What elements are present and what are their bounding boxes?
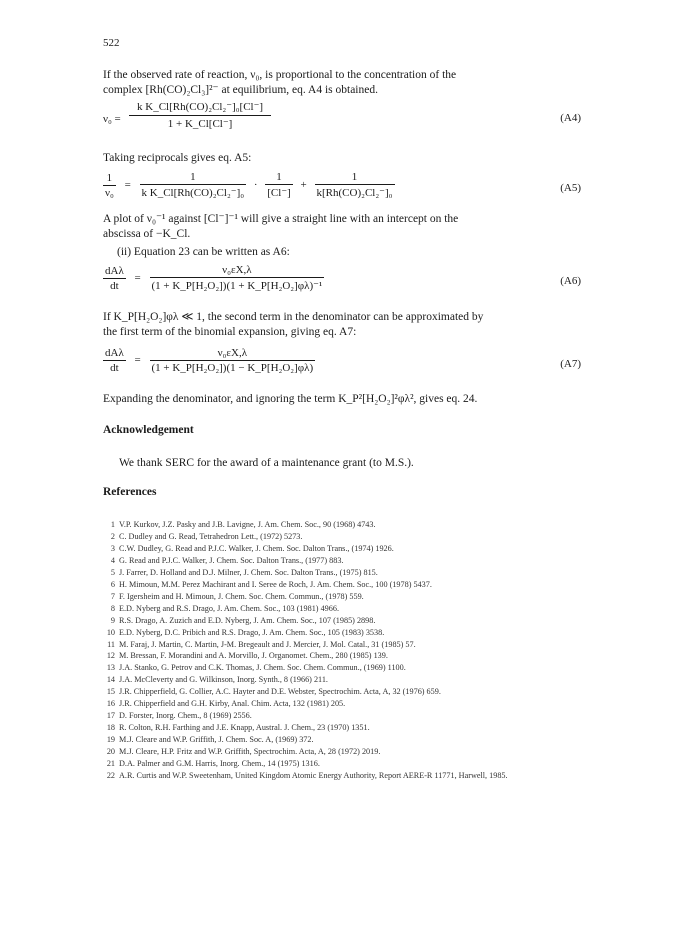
- fraction-numerator: ν₀εX,λ: [150, 264, 325, 278]
- reference-number: 14: [106, 675, 115, 685]
- fraction-denominator: 1 + K_Cl[Cl⁻]: [167, 118, 233, 130]
- fraction-denominator: (1 + K_P[H₂O₂])(1 − K_P[H₂O₂]φλ): [151, 362, 314, 374]
- acknowledgement-heading: Acknowledgement: [103, 424, 194, 436]
- reference-item: [103, 615, 583, 627]
- reference-text: D. Forster, Inorg. Chem., 8 (1969) 2556.: [119, 711, 252, 721]
- equation-operator: ·: [253, 178, 258, 191]
- reference-text: M. Bressan, F. Morandini and A. Morvillo, J. Organomet. Chem., 280 (1985) 139.: [119, 651, 388, 661]
- equation-fraction: [103, 265, 126, 292]
- reference-number: 9: [110, 615, 115, 625]
- reference-item: [103, 543, 583, 555]
- paragraph-reciprocals: [103, 151, 581, 166]
- fraction-numerator: ν₀εX,λ: [150, 347, 316, 361]
- reference-item: [103, 627, 583, 639]
- reference-text: J.A. Stanko, G. Petrov and C.K. Thomas, J. Chem. Soc. Chem. Commun., (1969) 1100.: [119, 663, 406, 673]
- reference-text: R. Colton, R.H. Farthing and J.E. Knapp, Austral. J. Chem., 23 (1970) 1351.: [119, 723, 370, 733]
- fraction-denominator: (1 + K_P[H₂O₂])(1 + K_P[H₂O₂]φλ)⁻¹: [151, 280, 323, 292]
- reference-item: [103, 770, 583, 782]
- references-heading: References: [103, 486, 157, 498]
- equation-number: (A4): [560, 112, 581, 124]
- reference-number: 1: [110, 520, 115, 529]
- reference-text: E.D. Nyberg, D.C. Pribich and R.S. Drago, J. Am. Chem. Soc., 105 (1983) 3538.: [119, 627, 385, 637]
- reference-item: [103, 650, 583, 662]
- paragraph-line: If K_P[H₂O₂]φλ ≪ 1, the second term in the denominator can be approximated by: [103, 311, 484, 323]
- references-list: [103, 519, 583, 782]
- fraction-numerator: 1: [103, 172, 116, 186]
- reference-text: J.R. Chipperfield, G. Collier, A.C. Hayter and D.E. Webster, Spectrochim. Acta, A, 32 (1976) 659.: [119, 687, 441, 697]
- reference-number: 16: [106, 699, 115, 709]
- paragraph-line: A plot of ν₀⁻¹ against [Cl⁻]⁻¹ will give a straight line with an intercept on the: [103, 213, 459, 225]
- reference-item: [103, 639, 583, 651]
- reference-text: F. Igersheim and H. Mimoun, J. Chem. Soc. Chem. Commun., (1978) 559.: [119, 591, 364, 601]
- fraction-denominator: [Cl⁻]: [267, 187, 291, 199]
- equation-number: (A5): [560, 182, 581, 194]
- reference-item: [103, 686, 583, 698]
- equation-fraction: [103, 347, 126, 374]
- reference-item: [103, 591, 583, 603]
- equation-lhs: ν₀ =: [103, 113, 121, 125]
- fraction-numerator: 1: [140, 171, 247, 185]
- equation-a5: $\frac{1}{\text{ν₀}}$ = $\frac{1}{\text{k K\_Cl[Rh(CO)₂Cl₂⁻]₀}}$ · $\frac{1}{[Cl^-]}$ + $\frac{1}{\text{k[Rh(CO)₂Cl₂⁻]₀}}$ (A5): [105, 171, 581, 199]
- equation-a7: $\frac{\text{dAλ}}{dt}$ = $\frac{\text{ν₀εX,λ}}{\text{(1 + K\_P[H₂O₂])(1 − K\_P[H₂O₂]φλ)}}$ (A7): [105, 347, 581, 374]
- reference-item: [103, 567, 583, 579]
- paragraph-line: the first term of the binomial expansion, giving eq. A7:: [103, 326, 357, 338]
- reference-text: C.W. Dudley, G. Read and P.J.C. Walker, J. Chem. Soc. Dalton Trans., (1974) 1926.: [119, 543, 394, 553]
- reference-text: A.R. Curtis and W.P. Sweetenham, United Kingdom Atomic Energy Authority, Report AERE-R 11771, Harwell, 1985.: [119, 771, 508, 781]
- reference-text: E.D. Nyberg and R.S. Drago, J. Am. Chem. Soc., 103 (1981) 4966.: [119, 603, 339, 613]
- equation-fraction: [150, 264, 325, 292]
- reference-item: [103, 722, 583, 734]
- reference-number: 11: [107, 639, 115, 649]
- equation-fraction: [140, 171, 247, 199]
- reference-text: G. Read and P.J.C. Walker, J. Chem. Soc. Dalton Trans., (1977) 883.: [119, 555, 344, 565]
- reference-text: R.S. Drago, A. Zuzich and E.D. Nyberg, J. Am. Chem. Soc., 107 (1985) 2898.: [119, 615, 376, 625]
- reference-number: 10: [106, 627, 115, 637]
- reference-item: [103, 674, 583, 686]
- reference-text: M. Faraj, J. Martin, C. Martin, J-M. Bregeault and J. Mercier, J. Mol. Catal., 31 (1985) 57.: [119, 639, 416, 649]
- equation-number: (A6): [560, 275, 581, 287]
- paragraph-intro: [103, 68, 581, 98]
- reference-item: [103, 710, 583, 722]
- reference-item: [103, 555, 583, 567]
- reference-text: D.A. Palmer and G.M. Harris, Inorg. Chem., 14 (1975) 1316.: [119, 759, 320, 769]
- reference-item: [103, 519, 583, 531]
- equation-a4: [103, 100, 581, 142]
- paragraph-line: abscissa of −K_Cl.: [103, 228, 191, 240]
- fraction-denominator: dt: [110, 279, 119, 292]
- equation-fraction: [150, 347, 316, 374]
- reference-text: V.P. Kurkov, J.Z. Pasky and J.B. Lavigne, J. Am. Chem. Soc., 90 (1968) 4743.: [119, 520, 376, 529]
- reference-number: 20: [106, 747, 115, 757]
- reference-text: J. Farrer, D. Holland and D.J. Milner, J. Chem. Soc. Dalton Trans., (1975) 815.: [119, 567, 378, 577]
- reference-number: 15: [106, 687, 115, 697]
- paragraph-expansion: [103, 392, 581, 407]
- reference-number: 8: [110, 603, 115, 613]
- reference-text: H. Mimoun, M.M. Perez Machirant and I. Seree de Roch, J. Am. Chem. Soc., 100 (1978) 5437.: [119, 579, 432, 589]
- reference-number: 7: [110, 591, 115, 601]
- fraction-numerator: 1: [315, 171, 395, 185]
- reference-number: 17: [106, 711, 115, 721]
- reference-number: 22: [106, 771, 115, 781]
- reference-number: 12: [106, 651, 115, 661]
- paragraph-line: If the observed rate of reaction, ν₀, is proportional to the concentration of the: [103, 69, 457, 81]
- reference-number: 19: [106, 735, 115, 745]
- paragraph-line: Expanding the denominator, and ignoring the term K_P²[H₂O₂]²φλ², gives eq. 24.: [103, 393, 478, 405]
- reference-number: 21: [106, 759, 115, 769]
- acknowledgement-text: [103, 456, 581, 471]
- reference-item: [103, 662, 583, 674]
- equation-fraction: [315, 171, 395, 199]
- fraction-denominator: k K_Cl[Rh(CO)₂Cl₂⁻]₀: [141, 187, 245, 199]
- equation-number: (A7): [560, 358, 581, 370]
- reference-text: J.R. Chipperfield and G.H. Kirby, Anal. Chim. Acta, 132 (1981) 205.: [119, 699, 346, 709]
- reference-text: M.J. Cleare, H.P. Fritz and W.P. Griffith, Spectrochim. Acta, A, 28 (1972) 2019.: [119, 747, 381, 757]
- reference-item: [103, 603, 583, 615]
- fraction-numerator: dAλ: [105, 347, 124, 359]
- reference-number: 3: [110, 543, 115, 553]
- reference-number: 4: [110, 555, 115, 565]
- reference-number: 2: [110, 531, 115, 541]
- equation-operator: +: [300, 178, 307, 191]
- reference-text: J.A. McCleverty and G. Wilkinson, Inorg. Synth., 8 (1966) 211.: [119, 675, 328, 685]
- reference-item: [103, 734, 583, 746]
- reference-number: 5: [110, 567, 115, 577]
- paragraph-equation-23: [103, 245, 581, 260]
- reference-item: [103, 579, 583, 591]
- fraction-denominator: dt: [110, 362, 119, 374]
- reference-item: [103, 531, 583, 543]
- paragraph-line: complex [Rh(CO)₂Cl₃]²⁻ at equilibrium, eq. A4 is obtained.: [103, 84, 378, 96]
- fraction-denominator: k[Rh(CO)₂Cl₂⁻]₀: [316, 187, 393, 199]
- equation-fraction: [129, 100, 271, 130]
- equation-fraction: [265, 171, 293, 199]
- reference-number: 18: [106, 723, 115, 733]
- page-number: 522: [103, 37, 120, 49]
- reference-item: [103, 698, 583, 710]
- paragraph-approximation: [103, 310, 581, 340]
- fraction-denominator: ν₀: [105, 186, 114, 199]
- fraction-numerator: 1: [265, 171, 293, 185]
- paragraph-plot: [103, 212, 581, 242]
- paragraph-line: Taking reciprocals gives eq. A5:: [103, 152, 252, 164]
- reference-item: [103, 746, 583, 758]
- reference-number: 6: [110, 579, 115, 589]
- fraction-numerator: dAλ: [105, 264, 124, 277]
- reference-text: M.J. Cleare and W.P. Griffith, J. Chem. Soc. A, (1969) 372.: [119, 735, 314, 745]
- fraction-numerator: k K_Cl[Rh(CO)₂Cl₂⁻]₀[Cl⁻]: [129, 100, 271, 116]
- equation-fraction: [103, 172, 116, 199]
- equation-a6: $\frac{\text{dAλ}}{dt}$ = $\frac{\text{ν₀εX,λ}}{\text{(1 + K\_P[H₂O₂])(1 + K\_P[H₂O₂]φλ)⁻¹}}$ (A6): [105, 264, 581, 292]
- reference-item: [103, 758, 583, 770]
- reference-text: C. Dudley and G. Read, Tetrahedron Lett., (1972) 5273.: [119, 531, 303, 541]
- paragraph-line: We thank SERC for the award of a maintenance grant (to M.S.).: [119, 457, 414, 469]
- paragraph-line: (ii) Equation 23 can be written as A6:: [117, 246, 290, 258]
- reference-number: 13: [106, 663, 115, 673]
